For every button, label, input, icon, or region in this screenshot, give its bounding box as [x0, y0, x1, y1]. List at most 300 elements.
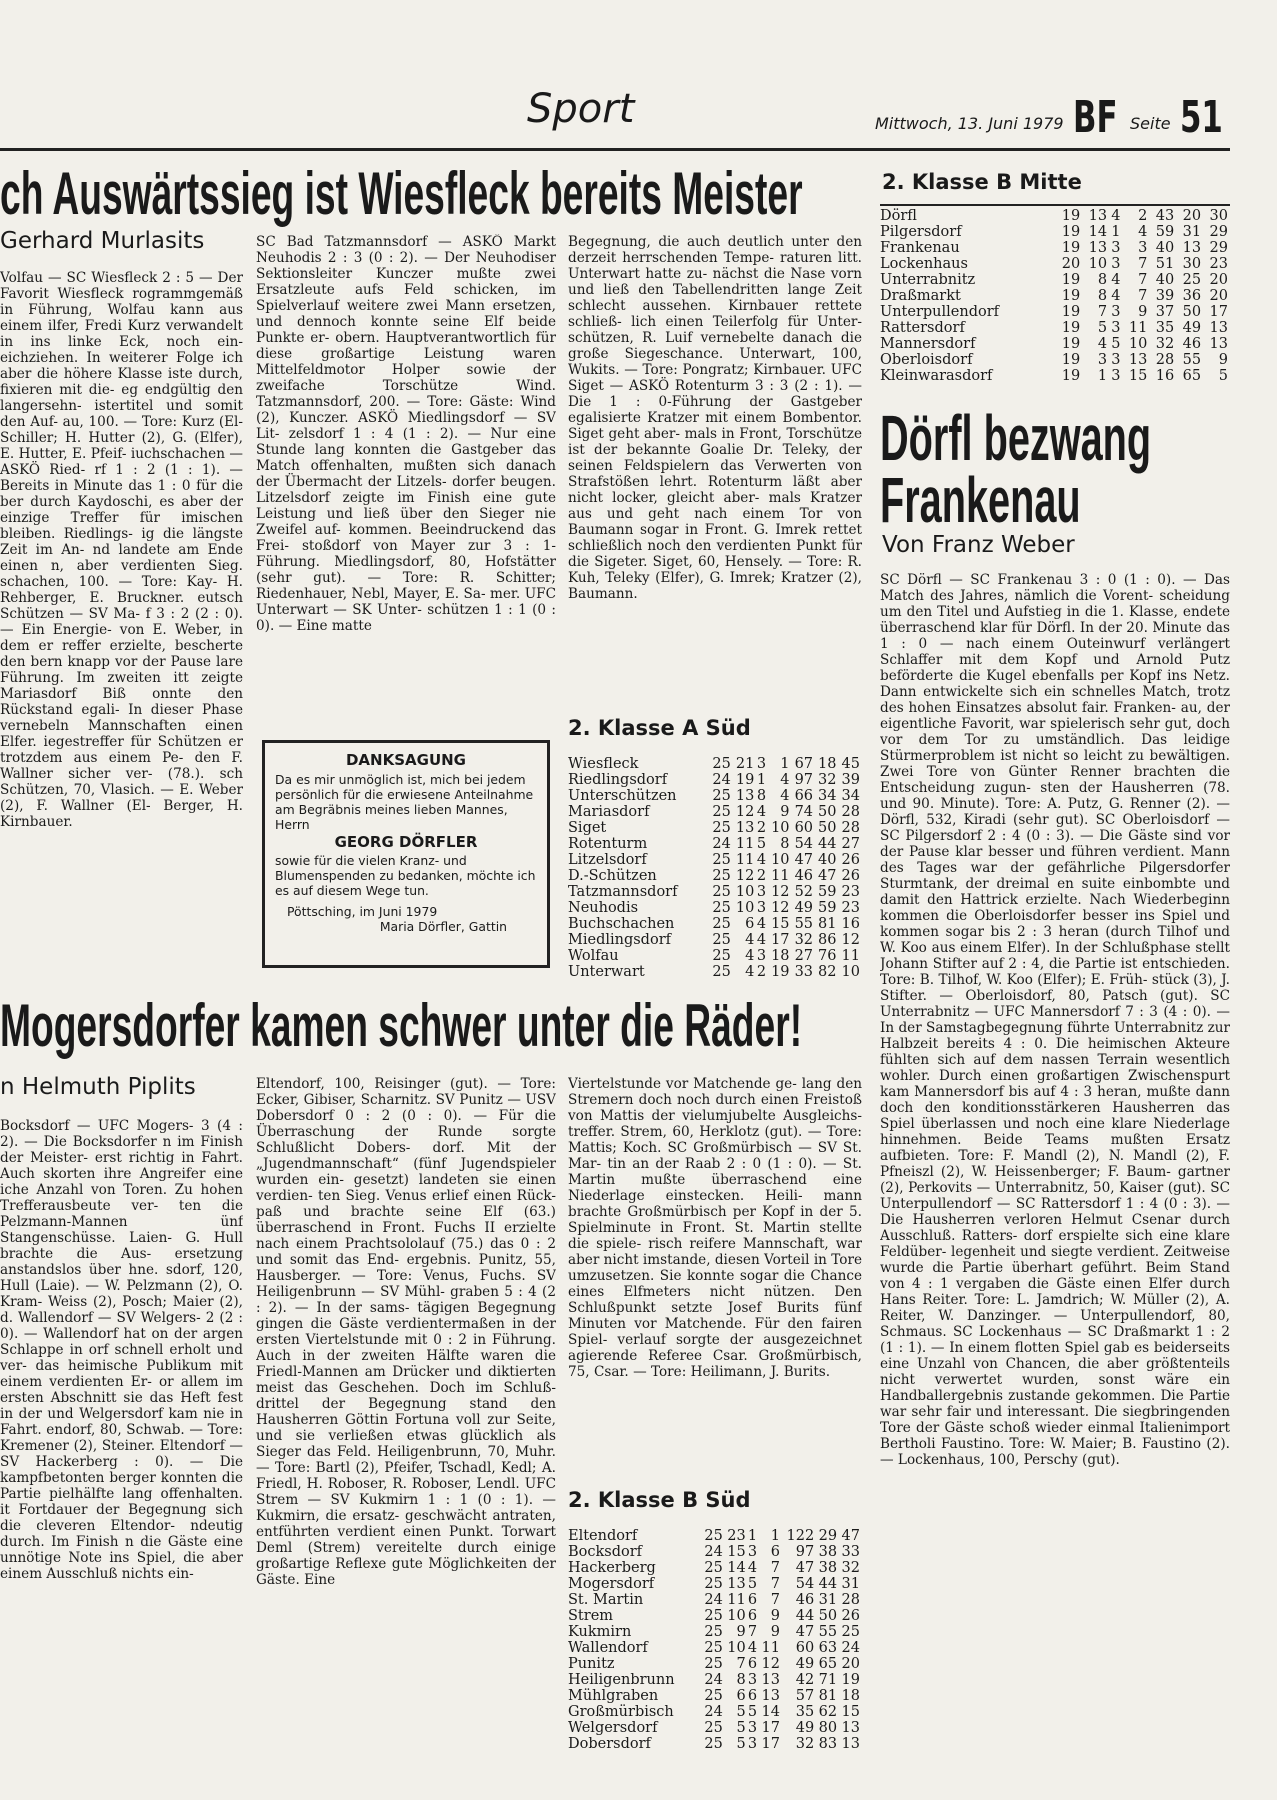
stat-cell: 37 — [1155, 304, 1175, 320]
stat-cell: 10 — [841, 964, 860, 980]
stat-cell: 24 — [712, 836, 731, 852]
stat-cell: 20 — [841, 1656, 860, 1672]
stat-cell: 13 — [1088, 208, 1108, 224]
team-name: Heiligenbrunn — [568, 1672, 675, 1688]
table-row — [568, 1672, 860, 1688]
stat-cell: 19 — [1061, 352, 1081, 368]
stat-cell: 86 — [818, 932, 837, 948]
stat-cell: 44 — [818, 1576, 838, 1592]
stat-cell: 19 — [1061, 272, 1081, 288]
stat-cell: 49 — [795, 1720, 815, 1736]
table-row — [568, 804, 860, 820]
stat-cell: 5 — [747, 1704, 758, 1720]
stat-cell: 3 — [747, 1544, 758, 1560]
stat-cell: 26 — [841, 1608, 860, 1624]
stat-cell: 6 — [745, 916, 755, 932]
stat-cell: 55 — [1182, 352, 1202, 368]
table-row — [568, 836, 860, 852]
stat-cell: 4 — [747, 1560, 758, 1576]
stat-cell: 4 — [756, 804, 767, 820]
table-row — [880, 288, 1228, 304]
stat-cell: 10 — [727, 1608, 746, 1624]
stat-cell: 44 — [795, 1608, 815, 1624]
stat-cell: 34 — [841, 788, 860, 804]
team-name: Mariasdorf — [568, 804, 650, 820]
table-row — [568, 1656, 860, 1672]
stat-cell: 13 — [841, 1720, 860, 1736]
team-name: Kleinwarasdorf — [880, 368, 993, 384]
table-row — [568, 788, 860, 804]
stat-cell: 3 — [756, 756, 767, 772]
stat-cell: 46 — [795, 1592, 815, 1608]
stat-cell: 97 — [795, 1544, 815, 1560]
team-name: Wolfau — [568, 948, 619, 964]
stat-cell: 25 — [712, 852, 731, 868]
team-name: Strem — [568, 1608, 614, 1624]
stat-cell: 8 — [1097, 272, 1108, 288]
stat-cell: 30 — [1209, 208, 1228, 224]
table-row — [568, 852, 860, 868]
stat-cell: 55 — [794, 916, 814, 932]
stat-cell: 4 — [745, 932, 755, 948]
table-row — [568, 1576, 860, 1592]
stat-cell: 20 — [1209, 272, 1228, 288]
stat-cell: 3 — [1111, 320, 1121, 336]
stat-cell: 3 — [1111, 304, 1121, 320]
stat-cell: 60 — [794, 820, 814, 836]
stat-cell: 25 — [841, 1624, 860, 1640]
stat-cell: 1 — [780, 756, 790, 772]
stat-cell: 24 — [704, 1704, 723, 1720]
team-name: Pilgersdorf — [880, 224, 962, 240]
table-row — [568, 1544, 860, 1560]
stat-cell: 59 — [818, 900, 837, 916]
stat-cell: 25 — [704, 1560, 723, 1576]
stat-cell: 50 — [1182, 304, 1202, 320]
stat-cell: 7 — [1097, 304, 1108, 320]
stat-cell: 12 — [841, 932, 860, 948]
table-row — [880, 304, 1228, 320]
stat-cell: 12 — [735, 804, 755, 820]
stat-cell: 26 — [841, 868, 860, 884]
stat-cell: 13 — [761, 1688, 780, 1704]
stat-cell: 5 — [736, 1736, 746, 1752]
stat-cell: 45 — [841, 756, 860, 772]
stat-cell: 23 — [1209, 256, 1228, 272]
top-headline: ch Auswärtssieg ist Wiesfleck bereits Meister — [0, 160, 803, 227]
stat-cell: 27 — [841, 836, 860, 852]
stat-cell: 40 — [1155, 272, 1175, 288]
table-row — [880, 336, 1228, 352]
stat-cell: 7 — [770, 1592, 780, 1608]
stat-cell: 39 — [1155, 288, 1175, 304]
stat-cell: 31 — [1182, 224, 1202, 240]
stat-cell: 18 — [841, 1688, 860, 1704]
stat-cell: 52 — [794, 884, 814, 900]
stat-cell: 25 — [712, 788, 731, 804]
table-row — [568, 1592, 860, 1608]
stat-cell: 13 — [761, 1672, 780, 1688]
stat-cell: 17 — [771, 932, 790, 948]
stat-cell: 71 — [818, 1672, 838, 1688]
stat-cell: 25 — [712, 804, 731, 820]
stat-cell: 3 — [756, 884, 767, 900]
article-text: Bocksdorf — UFC Mogers- 3 (4 : 2). — Die Bocksdorfer n im Finish der Meister- erst richtig in Fahrt. Auch skorten ihre Angreifer eine iche Anzahl von Toren. Zu hohen Trefferausbeute ver- ten die Pelzmann-Mannen ünf Stangenschüsse. Laien- G. Hull brachte die Aus- ersetzung anstandslos über hne. sdorf, 120, Hull (Laie). — W. Pelzmann (2), O. Kram- Weiss (2), Posch; Maier (2), d. Wallendorf — SV Welgers- 2 (2 : 0). — Wallendorf hat on der argen Schlappe in orf schnell erholt und ver- das heimische Publikum mit einem verdienten Er- or allem im ersten Abschnitt sie das Heft fest in der und Welgersdorf kam nie in Fahrt. endorf, 80, Schwab. — Tore: Kremener (2), Steiner. Eltendorf — SV Hackerberg : 0). — Die kampfbetonten berger konnten die Partie pielhälfte lang offenhalten. it Fortdauer der Begegnung sich die cleveren Eltendor- ndeutig durch. Im Finish n die Gäste eine unnötige Note ins Spiel, die aber einem Ausschluß nichts ein- — [0, 1118, 243, 1582]
stat-cell: 4 — [780, 788, 790, 804]
stat-cell: 1 — [747, 1528, 758, 1544]
stat-cell: 65 — [818, 1656, 838, 1672]
stat-cell: 25 — [712, 756, 731, 772]
stat-cell: 122 — [786, 1528, 815, 1544]
stat-cell: 6 — [770, 1544, 780, 1560]
stat-cell: 49 — [795, 1656, 815, 1672]
table-row — [880, 240, 1228, 256]
stat-cell: 13 — [1088, 240, 1108, 256]
stat-cell: 8 — [756, 788, 767, 804]
stat-cell: 3 — [747, 1720, 758, 1736]
stat-cell: 47 — [818, 868, 837, 884]
stat-cell: 25 — [704, 1608, 723, 1624]
stat-cell: 4 — [745, 964, 755, 980]
table-row — [568, 772, 860, 788]
right-headline-line-2: Frankenau — [880, 464, 1081, 536]
table-b-mitte-title: 2. Klasse B Mitte — [882, 170, 1082, 194]
table-b-sued-title: 2. Klasse B Süd — [568, 1488, 751, 1512]
article-text: Begegnung, die auch deutlich unter den derzeit herrschenden Tempe- raturen litt. Unterwart hatte zu- nächst die Nase vorn und ließ den Tabellendritten lange Zeit schlecht aussehen. Kirnbauer rettete schließ- lich einen Teilerfolg für Unter- schützen, R. Luif vernebelte danach die große Siegeschance. Unterwart, 100, Wukits. — Tore: Pongratz; Kirnbauer. UFC Siget — ASKÖ Rotenturm 3 : 3 (2 : 1). — Die 1 : 0-Führung der Gastgeber egalisierte Kratzer mit einem Bombentor. Siget geht aber- mals in Front, Torschütze ist der bekannte Goalie Dr. Teleky, der seinen Feldspielern das Verwerten von Strafstößen lehrt. Rotenturm läßt aber nicht locker, gleicht aber- mals Kratzer aus und geht nach einem Tor von Baumann sogar in Front. G. Imrek rettet schließlich noch den verdienten Punkt für die Sigeter. Siget, 60, Hensely. — Tore: R. Kuh, Teleky (Elfer), G. Imrek; Kratzer (2), Baumann. — [568, 234, 862, 602]
stat-cell: 2 — [756, 964, 767, 980]
stat-cell: 4 — [1138, 224, 1148, 240]
table-row — [568, 884, 860, 900]
team-name: Mannersdorf — [880, 336, 976, 352]
stat-cell: 21 — [735, 756, 755, 772]
team-name: Dobersdorf — [568, 1736, 651, 1752]
stat-cell: 51 — [1155, 256, 1175, 272]
stat-cell: 15 — [727, 1544, 746, 1560]
stat-cell: 7 — [1138, 288, 1148, 304]
stat-cell: 16 — [841, 916, 860, 932]
stat-cell: 17 — [761, 1736, 780, 1752]
stat-cell: 19 — [1061, 304, 1081, 320]
bottom-column-1 — [0, 1118, 243, 1774]
stat-cell: 17 — [1209, 304, 1228, 320]
stat-cell: 81 — [818, 916, 837, 932]
stat-cell: 15 — [771, 916, 790, 932]
stat-cell: 9 — [1138, 304, 1148, 320]
stat-cell: 28 — [841, 804, 860, 820]
stat-cell: 1 — [1097, 368, 1108, 384]
stat-cell: 4 — [747, 1640, 758, 1656]
stat-cell: 13 — [735, 820, 755, 836]
stat-cell: 11 — [841, 948, 860, 964]
stat-cell: 12 — [771, 884, 790, 900]
stat-cell: 81 — [818, 1688, 838, 1704]
stat-cell: 7 — [747, 1624, 758, 1640]
bottom-headline: Mogersdorfer kamen schwer unter die Räder! — [0, 992, 803, 1059]
stat-cell: 8 — [1097, 288, 1108, 304]
stat-cell: 13 — [1209, 320, 1228, 336]
stat-cell: 19 — [1061, 240, 1081, 256]
stat-cell: 35 — [1155, 320, 1175, 336]
stat-cell: 54 — [794, 836, 814, 852]
stat-cell: 33 — [841, 1544, 860, 1560]
stat-cell: 24 — [841, 1640, 860, 1656]
table-row — [568, 948, 860, 964]
stat-cell: 5 — [1218, 368, 1228, 384]
stat-cell: 12 — [761, 1656, 780, 1672]
stat-cell: 9 — [770, 1624, 780, 1640]
top-column-3 — [568, 234, 862, 708]
notice-title: DANKSAGUNG — [345, 751, 466, 769]
stat-cell: 32 — [794, 932, 814, 948]
stat-cell: 25 — [712, 884, 731, 900]
stat-cell: 38 — [818, 1560, 838, 1576]
right-column — [880, 572, 1230, 1770]
table-row — [568, 756, 860, 772]
stat-cell: 10 — [771, 852, 790, 868]
stat-cell: 5 — [1097, 320, 1108, 336]
team-name: Wiesfleck — [568, 756, 639, 772]
table-row — [568, 900, 860, 916]
stat-cell: 25 — [704, 1688, 723, 1704]
stat-cell: 50 — [818, 1608, 838, 1624]
stat-cell: 31 — [818, 1592, 838, 1608]
stat-cell: 2 — [1138, 208, 1148, 224]
stat-cell: 4 — [745, 948, 755, 964]
stat-cell: 25 — [712, 868, 731, 884]
stat-cell: 10 — [735, 900, 755, 916]
stat-cell: 19 — [841, 1672, 860, 1688]
obituary-notice — [262, 740, 550, 968]
team-name: Riedlingsdorf — [568, 772, 668, 788]
team-name: Unterrabnitz — [880, 272, 976, 288]
table-row — [568, 868, 860, 884]
stat-cell: 50 — [818, 820, 837, 836]
stat-cell: 67 — [794, 756, 814, 772]
stat-cell: 3 — [756, 948, 767, 964]
stat-cell: 5 — [1111, 336, 1121, 352]
notice-text: Da es mir unmöglich ist, mich bei jedem persönlich für die erwiesene Anteilnahme am Begräbnis meines lieben Mannes, Herrn — [275, 772, 534, 832]
standings-table-b-sued — [568, 1528, 860, 1752]
stat-cell: 5 — [747, 1576, 758, 1592]
stat-cell: 13 — [1128, 352, 1148, 368]
top-column-1 — [0, 270, 243, 982]
stat-cell: 24 — [712, 772, 731, 788]
stat-cell: 10 — [1128, 336, 1148, 352]
stat-cell: 12 — [771, 900, 790, 916]
stat-cell: 26 — [841, 852, 860, 868]
team-name: Unterschützen — [568, 788, 677, 804]
stat-cell: 25 — [704, 1528, 723, 1544]
stat-cell: 14 — [1088, 224, 1108, 240]
stat-cell: 46 — [794, 868, 814, 884]
stat-cell: 10 — [771, 820, 790, 836]
stat-cell: 7 — [1138, 256, 1148, 272]
stat-cell: 5 — [736, 1704, 746, 1720]
stat-cell: 7 — [770, 1560, 780, 1576]
stat-cell: 24 — [704, 1592, 723, 1608]
stat-cell: 28 — [841, 820, 860, 836]
stat-cell: 55 — [818, 1624, 838, 1640]
stat-cell: 30 — [1182, 256, 1202, 272]
stat-cell: 49 — [794, 900, 814, 916]
top-byline: Gerhard Murlasits — [0, 228, 205, 254]
notice-place: Pöttsching, im Juni 1979 — [287, 904, 438, 919]
stat-cell: 54 — [795, 1576, 815, 1592]
table-row — [880, 208, 1228, 224]
stat-cell: 38 — [818, 1544, 838, 1560]
stat-cell: 50 — [818, 804, 837, 820]
stat-cell: 32 — [818, 772, 837, 788]
stat-cell: 1 — [1111, 224, 1121, 240]
team-name: Miedlingsdorf — [568, 932, 671, 948]
team-name: Unterpullendorf — [880, 304, 1000, 320]
team-name: Rattersdorf — [880, 320, 965, 336]
table-row — [568, 820, 860, 836]
stat-cell: 32 — [841, 1560, 860, 1576]
standings-table-a-sued — [568, 756, 860, 980]
stat-cell: 23 — [841, 900, 860, 916]
stat-cell: 23 — [727, 1528, 746, 1544]
stat-cell: 18 — [818, 756, 837, 772]
stat-cell: 44 — [818, 836, 837, 852]
team-name: Großmürbisch — [568, 1704, 674, 1720]
stat-cell: 29 — [1209, 224, 1228, 240]
stat-cell: 47 — [794, 852, 814, 868]
header-rule — [0, 148, 1230, 151]
stat-cell: 25 — [1182, 272, 1202, 288]
stat-cell: 11 — [735, 836, 755, 852]
stat-cell: 47 — [841, 1528, 860, 1544]
article-text: SC Bad Tatzmannsdorf — ASKÖ Markt Neuhodis 2 : 3 (0 : 2). — Der Neuhodiser Sektionsleiter Kunczer mußte zwei Ersatzleute aufs Feld schicken, im Spielverlauf weitere zwei Mann ersetzen, und dennoch konnte seine Elf beide Punkte er- obern. Hauptverantwortlich für diese großartige Leistung waren Mittelfeldmotor Holper sowie der zweifache Torschütze Wind. Tatzmannsdorf, 200. — Tore: Gäste: Wind (2), Kunczer. ASKÖ Miedlingsdorf — SV Lit- zelsdorf 1 : 4 (1 : 2). — Nur eine Stunde lang konnten die Gastgeber das Match offenhalten, mußten sich danach der Übermacht der Litzels- dorfer beugen. Litzelsdorf zeigte im Finish eine gute Leistung und ließ über den Sieger nie Zweifel auf- kommen. Beeindruckend das Frei- stoßdorf von Mayer zur 3 : 1- Führung. Miedlingsdorf, 80, Hofstätter (sehr gut). — Tore: R. Schitter; Riedenhauer, Nebl, Mayer, E. Sa- mer. UFC Unterwart — SK Unter- schützen 1 : 1 (0 : 0). — Eine matte — [256, 234, 556, 634]
stat-cell: 24 — [704, 1544, 723, 1560]
stat-cell: 46 — [1182, 336, 1202, 352]
stat-cell: 9 — [1218, 352, 1228, 368]
stat-cell: 6 — [736, 1688, 746, 1704]
table-row — [568, 1720, 860, 1736]
stat-cell: 19 — [1061, 208, 1081, 224]
team-name: Welgersdorf — [568, 1720, 658, 1736]
stat-cell: 20 — [1061, 256, 1081, 272]
stat-cell: 3 — [747, 1672, 758, 1688]
stat-cell: 15 — [1128, 368, 1148, 384]
stat-cell: 66 — [794, 788, 814, 804]
article-text: Viertelstunde vor Matchende ge- lang den Stremern doch noch durch einen Freistoß von Mattis der vielumjubelte Ausgleichs- treffer. Strem, 60, Herklotz (gut). — Tore: Mattis; Koch. SC Großmürbisch — SV St. Mar- tin an der Raab 2 : 0 (1 : 0). — St. Martin mußte überraschend eine Niederlage einstecken. Heili- mann brachte Großmürbisch per Kopf in der 5. Spielminute in Front. St. Martin stellte die spiele- risch reifere Mannschaft, war aber nicht imstande, diesen Vorteil in Tore umzusetzen. Sie konnte sogar die Chance eines Elfmeters nicht nützen. Den Schlußpunkt setzte Josef Burits fünf Minuten vor Matchende. Für den fairen Spiel- verlauf sorgte der ausgezeichnet agierende Referee Csar. Großmürbisch, 75, Csar. — Tore: Heilimann, J. Burits. — [568, 1076, 862, 1380]
stat-cell: 59 — [1155, 224, 1175, 240]
stat-cell: 76 — [818, 948, 837, 964]
stat-cell: 8 — [736, 1672, 746, 1688]
stat-cell: 9 — [736, 1624, 746, 1640]
stat-cell: 25 — [712, 948, 731, 964]
stat-cell: 12 — [735, 868, 755, 884]
stat-cell: 36 — [1182, 288, 1202, 304]
stat-cell: 19 — [1061, 336, 1081, 352]
stat-cell: 83 — [818, 1736, 838, 1752]
stat-cell: 5 — [736, 1720, 746, 1736]
team-name: Litzelsdorf — [568, 852, 647, 868]
stat-cell: 80 — [818, 1720, 838, 1736]
issue-date: Mittwoch, 13. Juni 1979 — [875, 114, 1064, 133]
team-name: Neuhodis — [568, 900, 639, 916]
stat-cell: 25 — [712, 916, 731, 932]
stat-cell: 32 — [795, 1736, 815, 1752]
table-row — [568, 964, 860, 980]
stat-cell: 7 — [1138, 272, 1148, 288]
stat-cell: 11 — [727, 1592, 746, 1608]
stat-cell: 4 — [1097, 336, 1108, 352]
team-name: Tatzmannsdorf — [568, 884, 678, 900]
stat-cell: 7 — [770, 1576, 780, 1592]
table-row — [880, 368, 1228, 384]
stat-cell: 13 — [1209, 336, 1228, 352]
team-name: Punitz — [568, 1656, 615, 1672]
stat-cell: 14 — [727, 1560, 746, 1576]
table-row — [880, 272, 1228, 288]
stat-cell: 62 — [818, 1704, 838, 1720]
stat-cell: 13 — [735, 788, 755, 804]
stat-cell: 63 — [818, 1640, 838, 1656]
stat-cell: 11 — [761, 1640, 780, 1656]
stat-cell: 8 — [780, 836, 790, 852]
stat-cell: 82 — [818, 964, 837, 980]
stat-cell: 25 — [704, 1640, 723, 1656]
table-row — [568, 1560, 860, 1576]
stat-cell: 14 — [761, 1704, 780, 1720]
stat-cell: 74 — [794, 804, 814, 820]
stat-cell: 16 — [1155, 368, 1175, 384]
bottom-column-2 — [256, 1076, 556, 1774]
page-number: 51 — [1180, 92, 1223, 143]
stat-cell: 6 — [747, 1656, 758, 1672]
article-text: SC Dörfl — SC Frankenau 3 : 0 (1 : 0). — Das Match des Jahres, nämlich die Vorent- scheidung um den Titel und Aufstieg in die 1. Klasse, endete überraschend klar für Dörfl. In der 20. Minute das 1 : 0 — nach einem Outeinwurf verlängert Schlaffer mit dem Kopf und Arnold Putz beförderte die Kugel ebenfalls per Kopf ins Netz. Dann entwickelte sich ein schnelles Match, trotz des hohen Einsatzes absolut fair. Franken- au, der eigentliche Favorit, war spielerisch sehr gut, doch vor dem Tor zu umständlich. Das leidige Stürmerproblem ist nicht so leicht zu bewältigen. Zwei Tore von Günter Renner brachten die Entscheidung zugun- sten der Hausherren (78. und 90. Minute). Tore: A. Putz, G. Renner (2). — Dörfl, 532, Kiradi (sehr gut). SC Oberloisdorf — SC Pilgersdorf 2 : 4 (0 : 3). — Die Gäste sind vor der Pause klar besser und führen verdient. Mann des Tages war der gefährliche Pilgersdorfer Sturmtank, der dreimal en suite einbombte und damit den Hattrick erzielte. Nach Wiederbeginn kommen die Oberloisdorfer besser ins Spiel und kommen sogar bis 2 : 3 heran (durch Tilhof und W. Koo aus einem Elfer). In der Schlußphase stellt Johann Stifter auf 2 : 4, die Partie ist entschieden. Tore: B. Tilhof, W. Koo (Elfer); E. Früh- stück (3), J. Stifter. — Oberloisdorf, 80, Patsch (gut). SC Unterrabnitz — UFC Mannersdorf 7 : 3 (4 : 0). — In der Samstagbegegnung führte Unterrabnitz zur Halbzeit bereits 4 : 0. Die heimischen Akteure fühlten sich auf dem nassen Terrain wesentlich wohler. Durch einen großartigen Zwischenspurt kam Mannersdorf bis auf 4 : 3 heran, mußte dann doch den konditionsstärkeren Hausherren das Spiel überlassen und noch eine klare Niederlage hinnehmen. Beide Teams mußten Ersatz aufbieten. Tore: F. Mandl (2), N. Mandl (2), F. Pfneiszl (2), W. Heissenberger; F. Baum- gartner (2), Perkovits — Unterrabnitz, 50, Kaiser (gut). SC Unterpullendorf — SC Rattersdorf 1 : 4 (0 : 3). — Die Hausherren verloren Helmut Csenar durch Ausschluß. Ratters- dorf erspielte sich eine klare Feldüber- legenheit und siegte verdient. Zeitweise wurde die Partie überhart geführt. Beim Stand von 4 : 1 vergaben die Gäste einen Elfer durch Hans Reiter. Tore: L. Jamdrich; W. Müller (2), A. Reiter, W. Danzinger. — Unterpullendorf, 80, Schmaus. SC Lockenhaus — SC Draßmarkt 1 : 2 (1 : 1). — In einem flotten Spiel gab es beiderseits eine Unzahl von Chancen, die aber größtenteils nicht verwertet wurden, sonst wäre ein Handballergebnis zustande gekommen. Die Partie war sehr fair und interessant. Die siegbringenden Tore der Gäste schoß wieder einmal Italienimport Bertholi Faustino. Tore: W. Maier; B. Faustino (2). — Lockenhaus, 100, Perschy (gut). — [880, 572, 1230, 1468]
stat-cell: 9 — [780, 804, 790, 820]
stat-cell: 3 — [1111, 352, 1121, 368]
stat-cell: 65 — [1182, 368, 1202, 384]
table-row — [880, 320, 1228, 336]
team-name: Bocksdorf — [568, 1544, 643, 1560]
stat-cell: 5 — [756, 836, 767, 852]
stat-cell: 49 — [1182, 320, 1202, 336]
stat-cell: 3 — [1111, 240, 1121, 256]
stat-cell: 25 — [712, 932, 731, 948]
table-row — [880, 256, 1228, 272]
stat-cell: 28 — [1155, 352, 1175, 368]
stat-cell: 43 — [1155, 208, 1175, 224]
stat-cell: 17 — [761, 1720, 780, 1736]
stat-cell: 28 — [841, 1592, 860, 1608]
stat-cell: 60 — [795, 1640, 815, 1656]
stat-cell: 3 — [747, 1736, 758, 1752]
stat-cell: 4 — [756, 852, 767, 868]
stat-cell: 6 — [747, 1608, 758, 1624]
stat-cell: 4 — [780, 772, 790, 788]
stat-cell: 3 — [1138, 240, 1148, 256]
stat-cell: 40 — [818, 852, 837, 868]
stat-cell: 2 — [756, 820, 767, 836]
stat-cell: 11 — [1128, 320, 1148, 336]
stat-cell: 11 — [735, 852, 755, 868]
stat-cell: 29 — [1209, 240, 1228, 256]
stat-cell: 15 — [841, 1704, 860, 1720]
team-name: Frankenau — [880, 240, 960, 256]
section-title: Sport — [527, 86, 635, 132]
table-row — [568, 1736, 860, 1752]
stat-cell: 11 — [771, 868, 790, 884]
table-row — [568, 1528, 860, 1544]
team-name: Mühlgraben — [568, 1688, 659, 1704]
stat-cell: 35 — [795, 1704, 815, 1720]
stat-cell: 9 — [770, 1608, 780, 1624]
stat-cell: 19 — [1061, 224, 1081, 240]
